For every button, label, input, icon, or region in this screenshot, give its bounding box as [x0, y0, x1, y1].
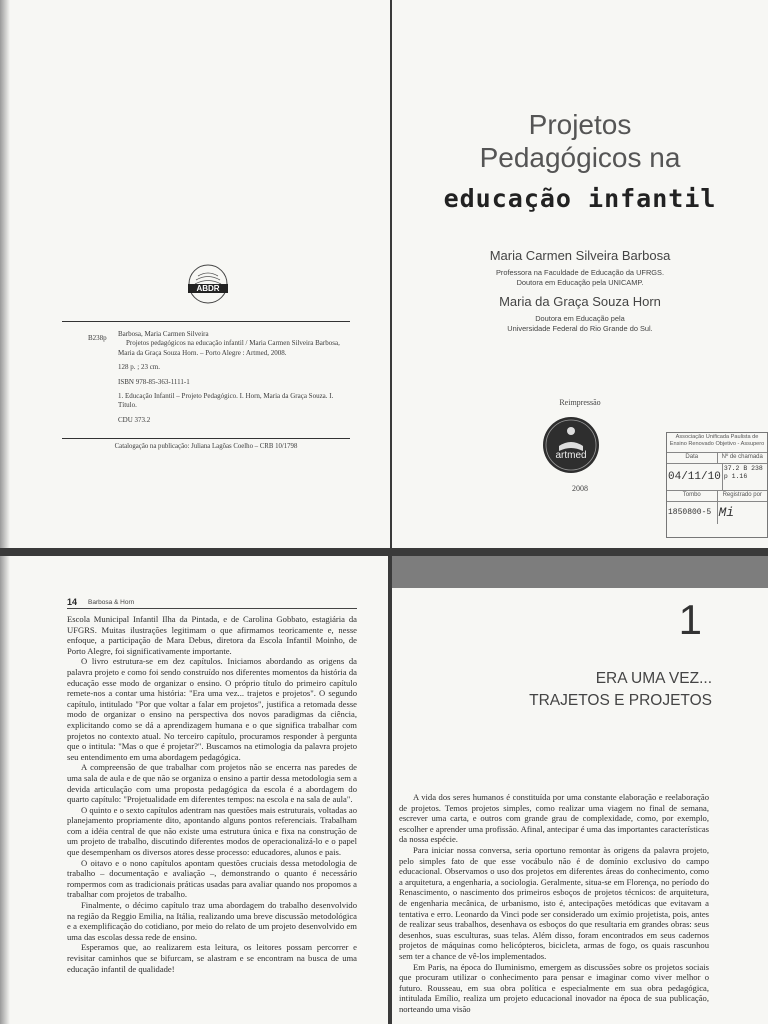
catalog-isbn: ISBN 978-85-363-1111-1	[118, 377, 190, 386]
paragraph: Para iniciar nossa conversa, seria oportuno remontar às origens da palavra projeto, pelo simples fato de que esse vocábulo não é de domínio exclusivo do campo educacional. Observamos o uso dos projetos em diferentes áreas do conhecimento, como a arquitetura, a engenharia, a sociologia. Geralmente, situa-se em Florença, no período do Renascimento, o nascimento dos primeiros esboços de projetos técnicos: de arquitetura, de engenharia mecânica, de urbanismo, isto é, antecipações metódicas que evitavam a tentativa e erro. Leonardo da Vinci pode ser considerado um exímio projetista, pois, antes de realizar seus trabalhos, desenhava os esboços do que resultaria em grandes obras: seus desenhos, suas esculturas, suas telas. Além disso, foram encontrados em seus cadernos projetos de máquinas como helicópteros, bicicleta, armas de fogo, os quais rascunhou sem ter a chance de vê-los implementados.	[399, 844, 709, 961]
author-bio-line: Doutora em Educação pela	[535, 314, 625, 323]
stamp-header: Associação Unificada Paulista de Ensino Renovado Objetivo - Assupero	[667, 433, 767, 453]
author-bio-line: Universidade Federal do Rio Grande do Sul.	[507, 323, 653, 333]
chapter-title	[492, 668, 712, 712]
page-number: 14	[67, 597, 78, 607]
paragraph: O quinto e o sexto capítulos adentram nas questões mais estruturais, voltadas ao planejamento propriamente dito, apontando alguns pontos referenciais. Trabalham com a idéia central de que não existe uma estrutura única e fixa na construção de um projeto de trabalho, discutindo diferentes modos de operacionalizá-lo e o papel que desempenham os diversos atores desse processo: educadores, alunos e pais.	[67, 804, 357, 858]
divider	[62, 321, 350, 322]
body-text	[399, 792, 709, 1014]
author-bio-line: Professora na Faculdade de Educação da UFRGS.	[495, 268, 665, 277]
chapter-band	[392, 556, 768, 588]
paragraph: Finalmente, o décimo capítulo traz uma abordagem do trabalho desenvolvido na região da Reggio Emilia, na Itália, realizando uma breve discussão metodológica e a exemplificação do cotidiano, por meio do relato de um projeto desenvolvido em uma das escolas dessa rede de ensino.	[67, 900, 357, 942]
catalog-cdu: CDU 373.2	[118, 415, 151, 424]
paragraph: Escola Municipal Infantil Ilha da Pintada, e de Carolina Gobbato, estagiária da UFGRS. Muitas ilustrações legitimam o que afirmamos teoricamente e, nesse enfoque, a participação de Mara Debus, diretora da Escola Infantil Moinho, de Porto Alegre, foi significativamente importante.	[67, 614, 357, 656]
copyright-page	[0, 0, 390, 548]
paragraph: A compreensão de que trabalhar com projetos não se encerra nas paredes de uma sala de aula e de que não se organiza o ensino a partir dessa metodologia sem a devida articulação com uma proposta pedagógica da escola é a abordagem do quarto capítulo: "Projetualidade em diferentes tempos: na escola e na sala de aula".	[67, 762, 357, 805]
stamp-label: Nº de chamada	[721, 454, 763, 460]
title-line: Projetos	[528, 109, 632, 140]
divider	[62, 438, 350, 439]
catalog-code: B238p	[88, 334, 107, 342]
author-bio-line: Doutora em Educação pela UNICAMP.	[516, 277, 644, 287]
chapter-title-line: ERA UMA VEZ...	[595, 670, 712, 687]
author-bio	[392, 268, 768, 287]
title-line: Pedagógicos na	[479, 142, 681, 173]
body-text	[67, 614, 357, 974]
stamp-tombo: 1850800-5	[667, 502, 718, 524]
author-name: Maria Carmen Silveira Barbosa	[489, 248, 671, 263]
book-title	[392, 108, 768, 174]
author-name: Maria da Graça Souza Horn	[499, 294, 661, 309]
chapter-number: 1	[678, 596, 702, 643]
page-14	[0, 556, 388, 1024]
paragraph: Em Paris, na época do Iluminismo, emergem as discussões sobre os projetos sociais que procuram utilizar o conhecimento para pensar e imaginar como viver melhor o futuro. Rousseau, em sua obra política e especialmente em sua obra pedagógica, intitulada Emílio, realiza um projeto educacional inovador na época de sua publicação, norteando uma visão	[399, 961, 709, 1014]
author-bio	[392, 314, 768, 333]
running-head: Barbosa & Horn	[88, 599, 135, 606]
abdr-logo	[172, 262, 244, 310]
catalog-description: Projetos pedagógicos na educação infantil / Maria Carmen Silveira Barbosa, Maria da Graça Souza Horn. – Porto Alegre : Artmed, 2008.	[118, 339, 340, 357]
library-stamp	[666, 432, 768, 538]
publisher-name: artmed	[555, 450, 587, 461]
paragraph: A vida dos seres humanos é constituída por uma constante elaboração e reelaboração de projetos. Temos projetos simples, como realizar uma viagem no final de semana, escrever uma carta, e outros com grande grau de complexidade, como, por exemplo, escolher e aprender uma profissão. Afinal, antecipar é uma das importantes características da nossa espécie.	[399, 792, 709, 845]
stamp-label: Data	[667, 453, 718, 463]
chapter-1-page	[392, 556, 768, 1024]
catalog-subjects: 1. Educação Infantil – Projeto Pedagógico. I. Horn, Maria da Graça Souza. I. Título.	[118, 392, 334, 410]
chapter-title-line: TRAJETOS E PROJETOS	[529, 692, 712, 709]
stamp-call-number: 37.2 B 238 p 1.16	[723, 465, 763, 480]
publication-year: 2008	[572, 484, 588, 493]
stamp-date: 04/11/10	[667, 464, 723, 490]
artmed-logo	[542, 416, 600, 474]
header-rule	[67, 608, 357, 609]
stamp-label: Registrado por	[722, 492, 762, 498]
page-gutter	[0, 556, 10, 1024]
cataloger-credit: Catalogação na publicação: Juliana Lagôas Coelho – CRB 10/1798	[114, 443, 298, 450]
paragraph: Esperamos que, ao realizarem esta leitura, os leitores possam percorrer e revisitar caminhos que se bifurcam, se alastram e se encontram na busca de uma educação infantil de qualidade!	[67, 942, 357, 974]
stamp-signature: Mi	[718, 505, 735, 520]
page-gutter	[0, 0, 10, 548]
abdr-logo-text: ABDR	[196, 284, 220, 293]
stamp-label: Tombo	[667, 491, 718, 501]
paragraph: O oitavo e o nono capítulos apontam questões cruciais dessa metodologia de trabalho – documentação e avaliação –, demonstrando o quanto é necessário rompermos com as tradicionais práticas usadas para avaliar quando nos propomos a trabalhar com projetos de trabalho.	[67, 857, 357, 900]
book-subtitle: educação infantil	[443, 184, 717, 213]
paragraph: O livro estrutura-se em dez capítulos. Iniciamos abordando as origens da palavra projeto e como foi sendo construído nos diferentes momentos da história da educação esse modo de organizar o ensino. O próprio título do primeiro capítulo remete-nos a contar uma história: "Era uma vez... trajetos e projetos". O segundo capítulo, intitulado "Por que voltar a falar em projetos", justifica a retomada desse modo de organizar o ensino na perspectiva dos novos paradigmas da ciência, explicitando como se dá a aprendizagem humana e o que significa trabalhar com projetos no contexto atual. No terceiro capítulo, procuramos responder à pergunta que o intitula: "Mas o que é projetar?". Buscamos na etimologia da palavra projeto seu entendimento em uma abordagem pedagógica.	[67, 656, 357, 762]
catalog-entry: Barbosa, Maria Carmen Silveira	[118, 330, 209, 338]
reprint-label: Reimpressão	[559, 398, 601, 407]
catalog-pages: 128 p. ; 23 cm.	[118, 363, 160, 372]
